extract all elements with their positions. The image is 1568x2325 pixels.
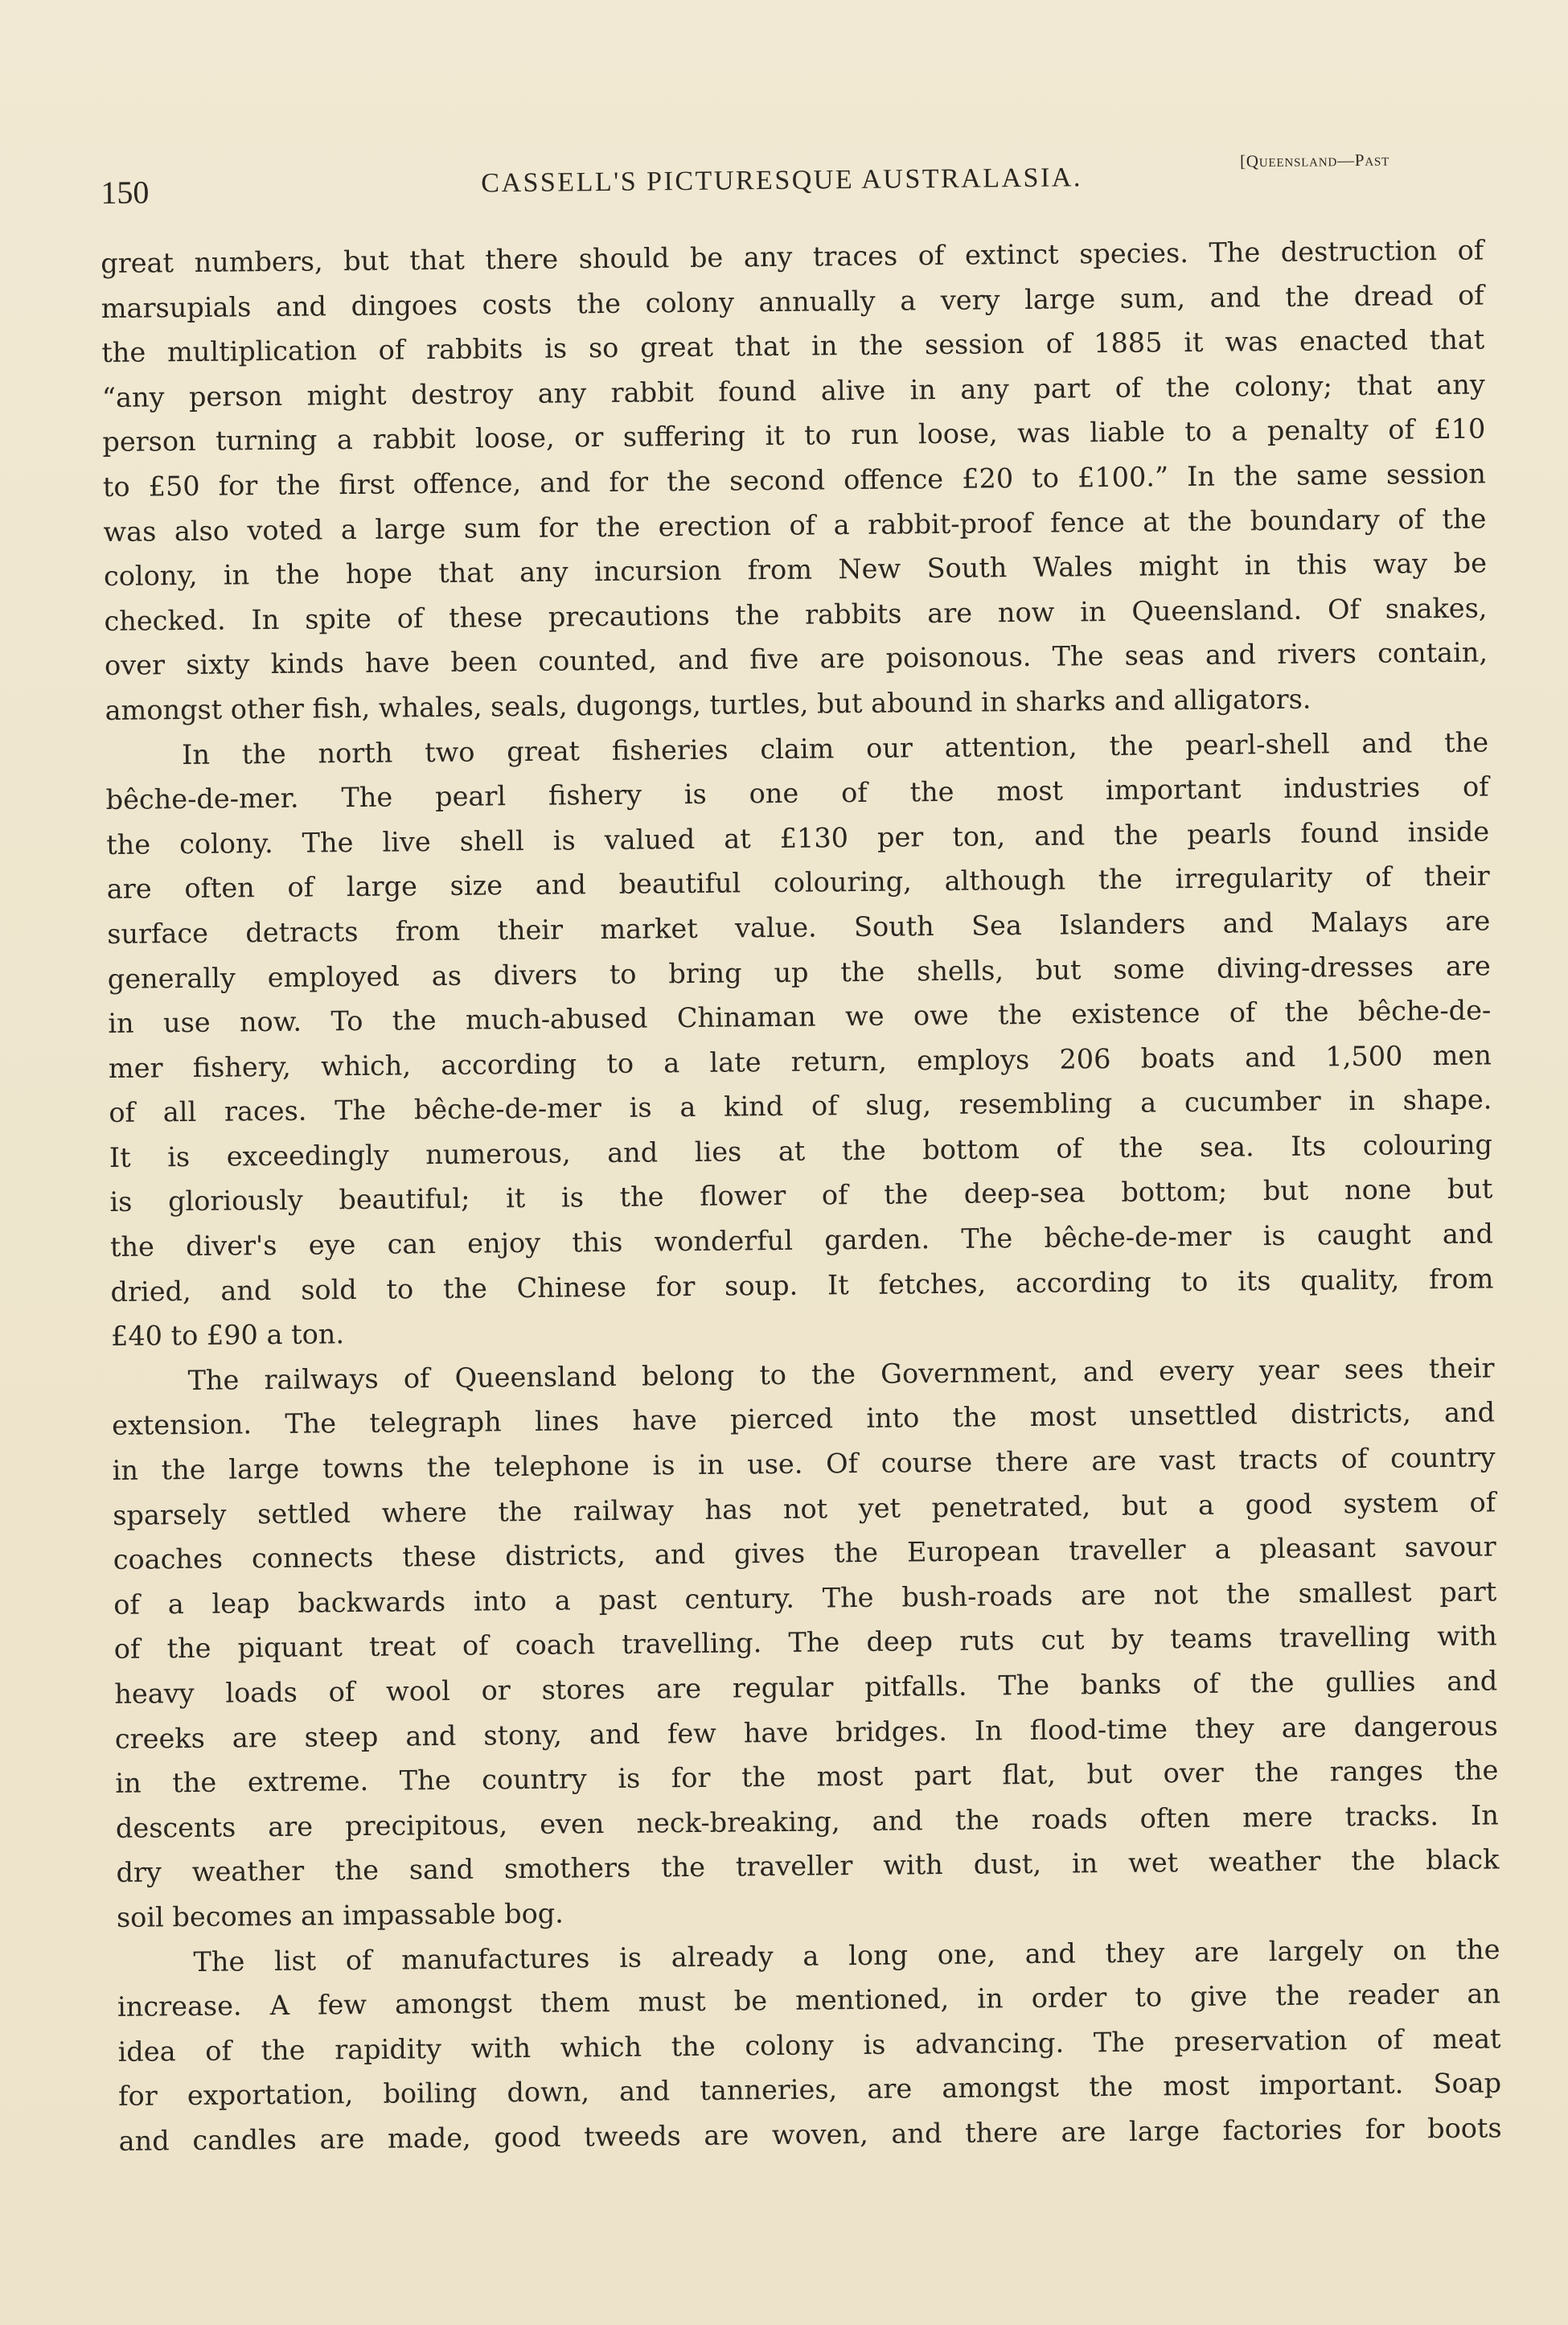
text-line: to £50 for the first offence, and for the second offence £20 to £100.” In the same session: [102, 458, 1487, 503]
text-line: soil becomes an impassable bog.: [116, 1897, 564, 1933]
text-line: colony, in the hope that any incursion from New South Wales might in this way be: [103, 547, 1488, 593]
paragraph-start-line: The railways of Queensland belong to the Government, and every year sees their: [187, 1352, 1495, 1396]
paragraph-start-line: In the north two great fisheries claim our attention, the pearl-shell and the: [181, 725, 1489, 770]
text-line: of the piquant treat of coach travelling. The deep ruts cut by teams travelling with: [113, 1620, 1497, 1666]
text-line: person turning a rabbit loose, or suffering it to run loose, was liable to a penalty of £10: [102, 413, 1486, 458]
text-line: the diver's eye can enjoy this wonderful garden. The bêche-de-mer is caught and: [109, 1218, 1494, 1263]
text-line: the colony. The live shell is valued at £130 per ton, and the pearls found inside: [106, 815, 1490, 861]
text-line: £40 to £90 a ton.: [110, 1318, 345, 1353]
text-line: It is exceedingly numerous, and lies at the bottom of the sea. Its colouring: [109, 1128, 1493, 1173]
text-line: marsupials and dingoes costs the colony annually a very large sum, and the dread of: [101, 279, 1484, 324]
text-line: and candles are made, good tweeds are woven, and there are large factories for boots: [118, 2112, 1502, 2157]
text-line: mer fishery, which, according to a late return, employs 206 boats and 1,500 men: [108, 1039, 1492, 1084]
text-line: increase. A few amongst them must be mentioned, in order to give the reader an: [117, 1978, 1501, 2023]
running-head: [101, 148, 1451, 209]
text-line: sparsely settled where the railway has not yet penetrated, but a good system of: [113, 1486, 1496, 1531]
text-line: of a leap backwards into a past century. The bush-roads are not the smallest part: [113, 1575, 1497, 1621]
text-line: dried, and sold to the Chinese for soup. It fetches, according to its quality, from: [110, 1263, 1494, 1308]
text-line: “any person might destroy any rabbit found alive in any part of the colony; that any: [101, 368, 1485, 413]
text-line: are often of large size and beautiful colouring, although the irregularity of their: [106, 860, 1490, 906]
paragraph-start-line: The list of manufactures is already a long one, and they are largely on the: [193, 1933, 1500, 1978]
body-text: [101, 228, 1502, 2163]
text-line: over sixty kinds have been counted, and five are poisonous. The seas and rivers contain,: [104, 636, 1488, 682]
text-line: for exportation, boiling down, and tanneries, are amongst the most important. Soap: [117, 2067, 1502, 2113]
text-line: descents are precipitous, even neck-breaking, and the roads often mere tracks. In: [115, 1799, 1500, 1844]
text-line: checked. In spite of these precautions the rabbits are now in Queensland. Of snakes,: [104, 592, 1488, 637]
text-line: the multiplication of rabbits is so great that in the session of 1885 it was enacted that: [101, 323, 1485, 369]
text-line: great numbers, but that there should be any traces of extinct species. The destruction of: [101, 234, 1484, 279]
text-line: amongst other fish, whales, seals, dugongs, turtles, but abound in sharks and alligators.: [105, 683, 1311, 726]
text-line: creeks are steep and stony, and few have bridges. In flood-time they are dangerous: [114, 1709, 1498, 1755]
running-title: CASSELL'S PICTURESQUE AUSTRALASIA.: [481, 162, 1083, 199]
text-line: in the extreme. The country is for the most part flat, but over the ranges the: [115, 1754, 1499, 1800]
text-line: is gloriously beautiful; it is the flower of the deep-sea bottom; but none but: [109, 1173, 1493, 1218]
text-line: of all races. The bêche-de-mer is a kind of slug, resembling a cucumber in shape.: [109, 1083, 1492, 1129]
text-line: coaches connects these districts, and gives the European traveller a pleasant savour: [113, 1530, 1496, 1576]
text-line: was also voted a large sum for the erection of a rabbit-proof fence at the boundary of the: [103, 503, 1487, 548]
text-line: generally employed as divers to bring up the shells, but some diving-dresses are: [107, 949, 1491, 995]
page-number: 150: [101, 174, 150, 211]
text-line: idea of the rapidity with which the colony is advancing. The preservation of meat: [117, 2023, 1501, 2068]
text-line: surface detracts from their market value. South Sea Islanders and Malays are: [107, 905, 1491, 950]
text-line: dry weather the sand smothers the traveller with dust, in wet weather the black: [116, 1843, 1500, 1889]
text-line: in use now. To the much-abused Chinaman we owe the existence of the bêche-de-: [108, 994, 1492, 1040]
text-line: heavy loads of wool or stores are regular pitfalls. The banks of the gullies and: [114, 1665, 1498, 1710]
text-line: bêche-de-mer. The pearl fishery is one of the most important industries of: [105, 770, 1489, 816]
section-label: [Queensland—Past: [1239, 150, 1390, 171]
text-line: extension. The telegraph lines have pierced into the most unsettled districts, and: [111, 1396, 1496, 1442]
text-line: in the large towns the telephone is in use. Of course there are vast tracts of country: [112, 1441, 1496, 1486]
